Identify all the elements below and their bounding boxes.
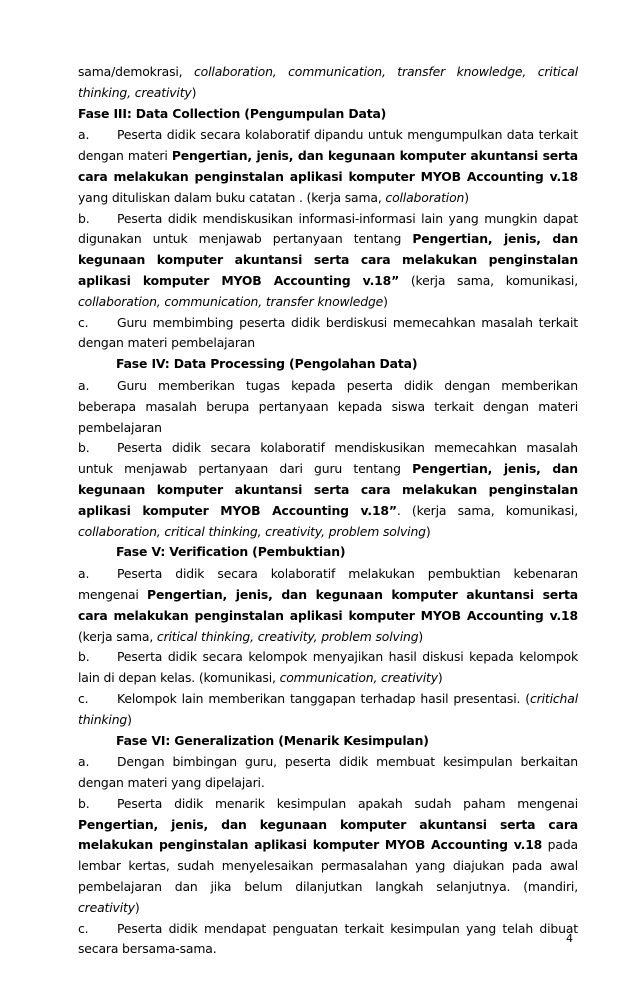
list-item-fase4-a: a. Guru memberikan tugas kepada peserta didik dengan memberikan beberapa masalah berupa pertanyaan kepada siswa terkait dengan materi pembelajaran: [78, 377, 578, 435]
list-item-fase5-b: b. Peserta didik secara kelompok menyajikan hasil diskusi kepada kelompok lain di depan kelas. (komunikasi, communication, creativity): [78, 649, 578, 686]
list-item-fase3-a: a. Peserta didik secara kolaboratif dipandu untuk mengumpulkan data terkait dengan materi Pengertian, jenis, dan kegunaan komputer akuntansi serta cara melakukan penginstalan aplikasi komputer MYOB Accounting v.18 yang dituliskan dalam buku catatan . (kerja sama, collaboration): [78, 127, 578, 205]
heading-fase-6: Fase VI: Generalization (Menarik Kesimpulan): [116, 732, 429, 748]
list-item-fase3-b: b. Peserta didik mendiskusikan informasi-informasi lain yang mungkin dapat digunakan untuk menjawab pertanyaan tentang Pengertian, jenis, dan kegunaan komputer akuntansi serta cara melakukan penginstalan aplikasi komputer MYOB Accounting v.18” (kerja sama, komunikasi, collaboration, communication, transfer knowledge): [78, 210, 578, 309]
list-item-fase4-b: b. Peserta didik secara kolaboratif mendiskusikan memecahkan masalah untuk menjawab pertanyaan dari guru tentang Pengertian, jenis, dan kegunaan komputer akuntansi serta cara melakukan penginstalan aplikasi komputer MYOB Accounting v.18”. (kerja sama, komunikasi, collaboration, critical thinking, creativity, problem solving): [78, 440, 578, 539]
page-number: 4: [566, 932, 573, 945]
document-body: [78, 62, 578, 960]
list-item-fase6-a: a. Dengan bimbingan guru, peserta didik membuat kesimpulan berkaitan dengan materi yang dipelajari.: [78, 754, 578, 791]
list-item-fase6-c: c. Peserta didik mendapat penguatan terkait kesimpulan yang telah dibuat secara bersama-sama.: [78, 920, 578, 957]
heading-fase-4: Fase IV: Data Processing (Pengolahan Data): [116, 356, 418, 372]
list-item-fase3-c: c. Guru membimbing peserta didik berdiskusi memecahkan masalah terkait dengan materi pembelajaran: [78, 314, 578, 351]
list-item-fase5-c: c. Kelompok lain memberikan tanggapan terhadap hasil presentasi. (critichal thinking): [78, 690, 578, 727]
list-item-fase5-a: a. Peserta didik secara kolaboratif melakukan pembuktian kebenaran mengenai Pengertian, jenis, dan kegunaan komputer akuntansi serta cara melakukan penginstalan aplikasi komputer MYOB Accounting v.18 (kerja sama, critical thinking, creativity, problem solving): [78, 566, 579, 644]
paragraph-continuation: sama/demokrasi, collaboration, communication, transfer knowledge, critical thinking, creativity): [78, 64, 579, 100]
heading-fase-3: Fase III: Data Collection (Pengumpulan Data): [78, 105, 387, 121]
heading-fase-5: Fase V: Verification (Pembuktian): [116, 544, 346, 560]
list-item-fase6-b: b. Peserta didik menarik kesimpulan apakah sudah paham mengenai Pengertian, jenis, dan kegunaan komputer akuntansi serta cara melakukan penginstalan aplikasi komputer MYOB Accounting v.18 pada lembar kertas, sudah menyelesaikan permasalahan yang diajukan pada awal pembelajaran dan jika belum dilanjutkan langkah selanjutnya. (mandiri, creativity): [78, 795, 578, 915]
